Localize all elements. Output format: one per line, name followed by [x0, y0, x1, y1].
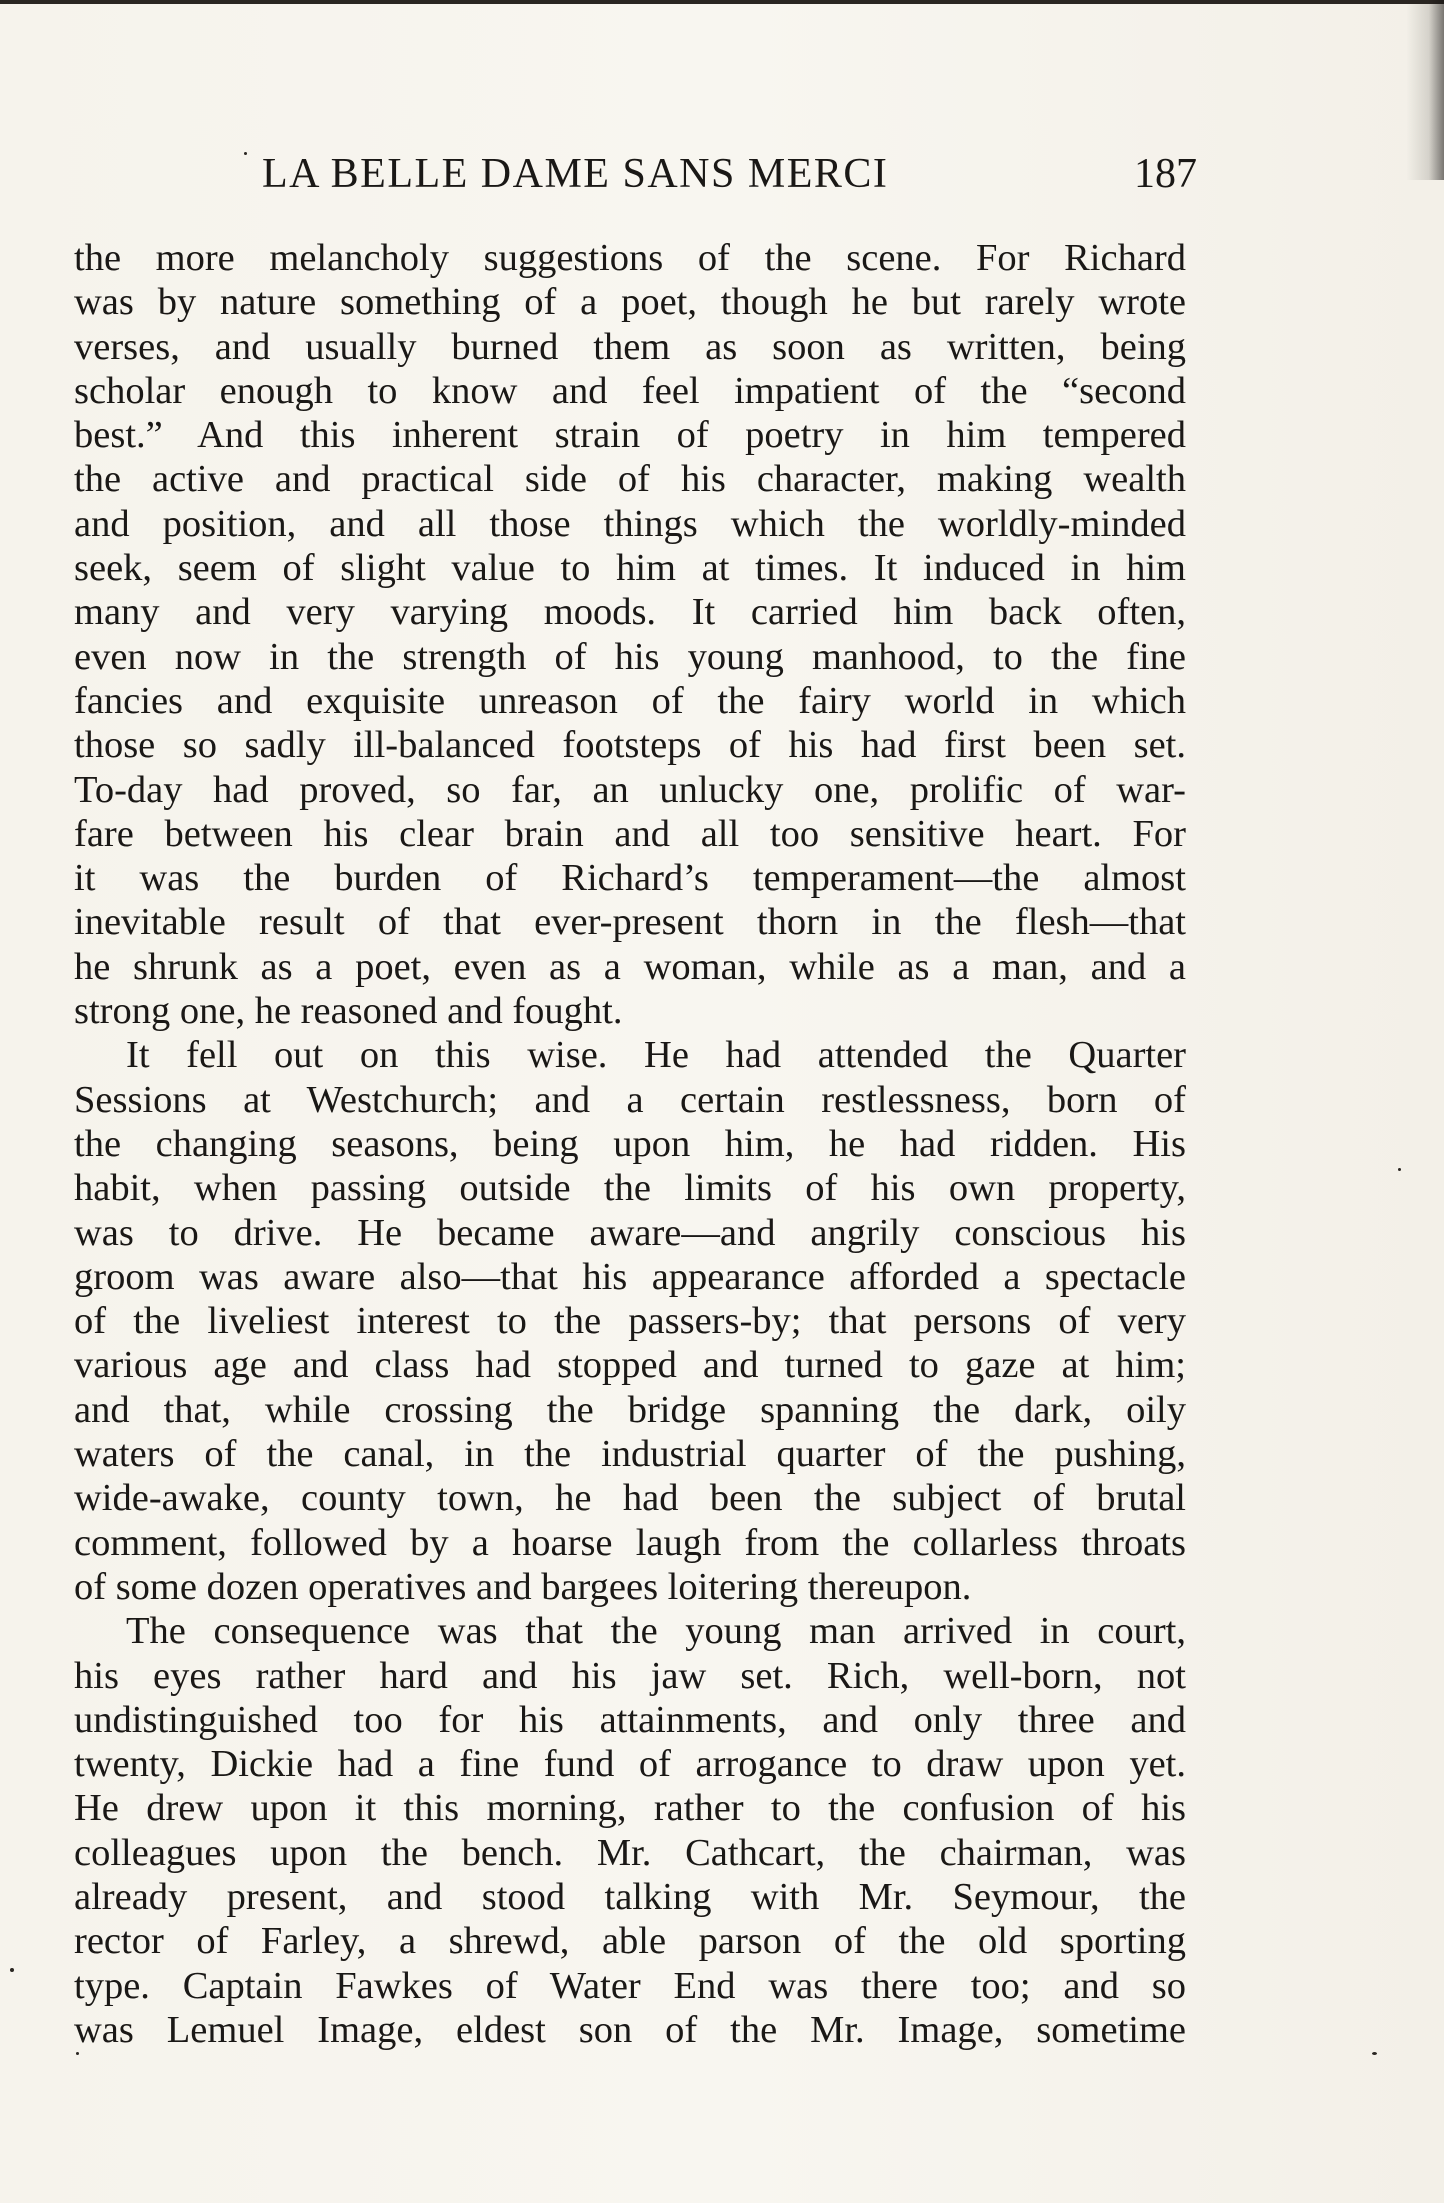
- text-line: fancies and exquisite unreason of the fairy world in which: [74, 679, 1186, 722]
- text-line: type. Captain Fawkes of Water End was there too; and so: [74, 1964, 1186, 2007]
- print-speck: [244, 152, 247, 155]
- text-line: those so sadly ill-balanced footsteps of his had first been set.: [74, 724, 1186, 767]
- text-line: scholar enough to know and feel impatient of the “second: [74, 369, 1186, 412]
- text-line: undistinguished too for his attainments, and only three and: [74, 1698, 1186, 1741]
- running-title: LA BELLE DAME SANS MERCI: [262, 151, 889, 197]
- print-speck: [1398, 1168, 1401, 1171]
- text-line: fare between his clear brain and all too sensitive heart. For: [74, 812, 1186, 855]
- paragraph-start-line: It fell out on this wise. He had attended the Quarter: [126, 1034, 1186, 1077]
- text-line: was by nature something of a poet, though he but rarely wrote: [74, 281, 1186, 324]
- text-line: was to drive. He became aware—and angrily conscious his: [74, 1211, 1186, 1254]
- text-line: he shrunk as a poet, even as a woman, while as a man, and a: [74, 945, 1186, 988]
- body-text: [74, 236, 1186, 2052]
- page-right-edge-shadow: [1406, 0, 1444, 180]
- print-speck: [76, 2052, 79, 2055]
- text-line: various age and class had stopped and turned to gaze at him;: [74, 1344, 1186, 1387]
- print-speck: [1372, 2052, 1377, 2055]
- text-line: verses, and usually burned them as soon as written, being: [74, 325, 1186, 368]
- paragraph-end-line: of some dozen operatives and bargees loitering thereupon.: [74, 1565, 972, 1608]
- text-line: Sessions at Westchurch; and a certain restlessness, born of: [74, 1078, 1186, 1121]
- text-line: already present, and stood talking with Mr. Seymour, the: [74, 1875, 1186, 1918]
- text-line: groom was aware also—that his appearance afforded a spectacle: [74, 1255, 1186, 1298]
- text-line: and that, while crossing the bridge spanning the dark, oily: [74, 1388, 1186, 1431]
- text-line: best.” And this inherent strain of poetry in him tempered: [74, 414, 1186, 457]
- text-line: many and very varying moods. It carried him back often,: [74, 591, 1186, 634]
- text-line: To-day had proved, so far, an unlucky one, prolific of war-: [74, 768, 1186, 811]
- text-line: comment, followed by a hoarse laugh from the collarless throats: [74, 1521, 1186, 1564]
- page-top-edge: [0, 0, 1444, 4]
- text-line: wide-awake, county town, he had been the subject of brutal: [74, 1477, 1186, 1520]
- text-line: inevitable result of that ever-present thorn in the flesh—that: [74, 901, 1186, 944]
- page-number: 187: [1134, 151, 1197, 197]
- text-line: the changing seasons, being upon him, he had ridden. His: [74, 1122, 1186, 1165]
- text-line: the active and practical side of his character, making wealth: [74, 458, 1186, 501]
- paragraph-end-line: strong one, he reasoned and fought.: [74, 990, 623, 1033]
- text-line: it was the burden of Richard’s temperament—the almost: [74, 857, 1186, 900]
- text-line: colleagues upon the bench. Mr. Cathcart, the chairman, was: [74, 1831, 1186, 1874]
- text-line: habit, when passing outside the limits of his own property,: [74, 1167, 1186, 1210]
- text-line: his eyes rather hard and his jaw set. Rich, well-born, not: [74, 1654, 1186, 1697]
- text-line: even now in the strength of his young manhood, to the fine: [74, 635, 1186, 678]
- text-line: of the liveliest interest to the passers-by; that persons of very: [74, 1300, 1186, 1343]
- text-line: twenty, Dickie had a fine fund of arrogance to draw upon yet.: [74, 1743, 1186, 1786]
- text-line: rector of Farley, a shrewd, able parson of the old sporting: [74, 1920, 1186, 1963]
- text-line: the more melancholy suggestions of the scene. For Richard: [74, 237, 1186, 279]
- text-line: waters of the canal, in the industrial quarter of the pushing,: [74, 1433, 1186, 1476]
- text-line: seek, seem of slight value to him at times. It induced in him: [74, 547, 1186, 590]
- print-speck: [10, 1968, 14, 1972]
- text-line: was Lemuel Image, eldest son of the Mr. Image, sometime: [74, 2008, 1186, 2051]
- text-line: He drew upon it this morning, rather to the confusion of his: [74, 1787, 1186, 1830]
- text-line: and position, and all those things which the worldly-minded: [74, 502, 1186, 545]
- paragraph-start-line: The consequence was that the young man arrived in court,: [126, 1610, 1186, 1653]
- running-head: [262, 150, 1197, 202]
